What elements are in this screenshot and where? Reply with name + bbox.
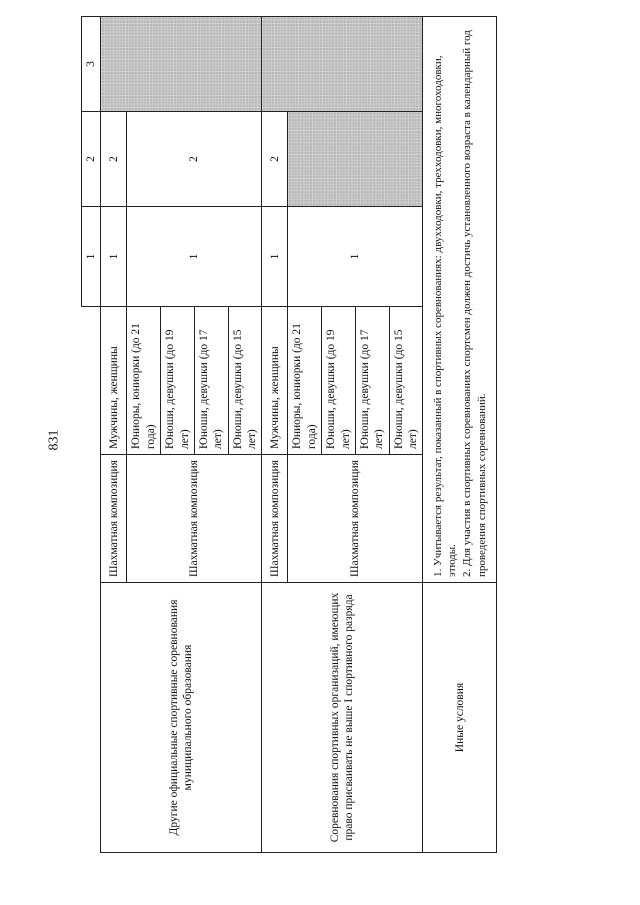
shaded-cell-s2-col3 [262, 17, 423, 112]
shaded-cell-s1-col3 [101, 17, 262, 112]
header-col-3: 3 [82, 17, 101, 112]
discipline-s2b: Шахматная композиция [288, 455, 423, 583]
group-s2b-2: Юноши, девушки (до 17 лет) [355, 307, 389, 455]
group-s1b-3: Юноши, девушки (до 15 лет) [228, 307, 262, 455]
shaded-cell-s2-col2 [288, 112, 423, 207]
value-s1a-col1: 1 [101, 207, 127, 307]
group-s2b-0: Юниоры, юниорки (до 21 года) [288, 307, 322, 455]
header-col-2: 2 [82, 112, 101, 207]
value-s2b-col1: 1 [288, 207, 423, 307]
competition-organizations: Соревнования спортивных организаций, имеющих право присваивать не выше I спортивного разряда [262, 583, 423, 853]
discipline-s2a: Шахматная композиция [262, 455, 288, 583]
note-1: 1. Учитывается результат, показанный в спортивных соревнованиях: двухходовки, трехходовки, многоходовки, этюды. [431, 55, 459, 577]
group-s2b-1: Юноши, девушки (до 19 лет) [322, 307, 356, 455]
other-conditions-label: Иные условия [423, 583, 497, 853]
value-s1a-col2: 2 [101, 112, 127, 207]
value-s1b-col2: 2 [127, 112, 262, 207]
header-blank [82, 307, 101, 853]
rotated-table-wrapper [81, 17, 488, 853]
discipline-s1a: Шахматная композиция [101, 455, 127, 583]
group-s2b-3: Юноши, девушки (до 15 лет) [389, 307, 423, 455]
group-s2a: Мужчины, женщины [262, 307, 288, 455]
page-number: 831 [46, 429, 62, 451]
group-s1b-0: Юниоры, юниорки (до 21 года) [127, 307, 161, 455]
value-s2a-col2: 2 [262, 112, 288, 207]
competition-municipal: Другие официальные спортивные соревнования муниципального образования [101, 583, 262, 853]
group-s1b-1: Юноши, девушки (до 19 лет) [161, 307, 195, 455]
other-conditions-notes [423, 17, 497, 583]
header-col-1: 1 [82, 207, 101, 307]
group-s1b-2: Юноши, девушки (до 17 лет) [194, 307, 228, 455]
value-s1b-col1: 1 [127, 207, 262, 307]
group-s1a: Мужчины, женщины [101, 307, 127, 455]
discipline-s1b: Шахматная композиция [127, 455, 262, 583]
note-2: 2. Для участия в спортивных соревнованиях спортсмен должен достичь установленного возраста в календарный год проведения спортивных соревнований. [461, 30, 488, 577]
norms-table [81, 16, 497, 853]
value-s2a-col1: 1 [262, 207, 288, 307]
